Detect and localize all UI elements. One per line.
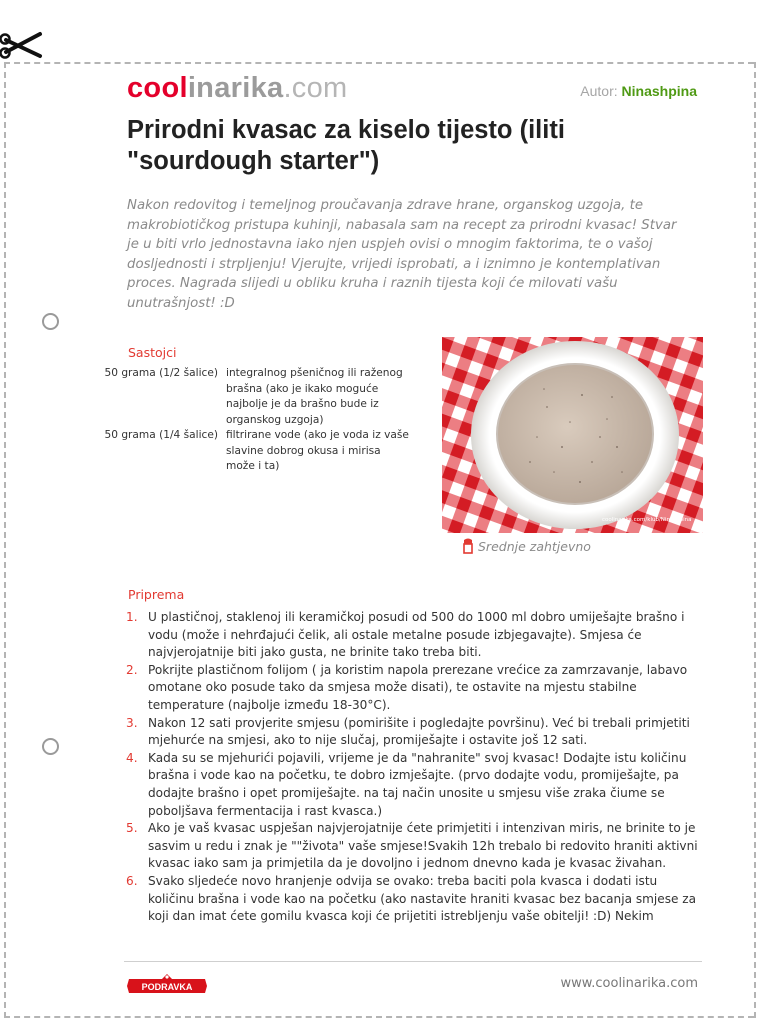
step-text: Nakon 12 sati provjerite smjesu (pomirišite i pogledajte površinu). Već bi trebali primjetiti mjehurće na smjesi, ako to nije slučaj, promiješajte i ostavite još 12 sati. [148, 715, 690, 748]
recipe-title: Prirodni kvasac za kiselo tijesto (iliti "sourdough starter") [127, 116, 565, 175]
ingredient-row [96, 366, 416, 428]
preparation-step [126, 750, 702, 820]
difficulty-label: Srednje zahtjevno [478, 539, 591, 554]
step-text: Pokrijte plastičnom folijom ( ja koristim napola prerezane vrećice za zamrzavanje, labavo omotane oko posude tako da smjesa može disati), te ostavite na mjestu stabilne temperature (najbolje između 18-30°C). [148, 662, 688, 712]
preparation-step [126, 715, 702, 750]
preparation-heading: Priprema [128, 587, 185, 602]
step-number: 6. [126, 873, 138, 888]
difficulty-indicator [462, 538, 591, 555]
coolinarika-logo[interactable]: coolinarika.com [127, 72, 348, 104]
step-number: 3. [126, 715, 138, 730]
step-number: 2. [126, 662, 138, 677]
ingredients-list [96, 366, 416, 475]
photo-watermark: coolinarika.com/klub/Ninashpina [602, 517, 692, 523]
author-line [580, 83, 697, 99]
author-label: Autor: [580, 83, 618, 99]
preparation-step [126, 662, 702, 715]
preparation-steps [126, 609, 702, 926]
binder-hole [42, 313, 59, 330]
chef-hat-icon [462, 538, 474, 555]
ingredient-quantity: 50 grama (1/2 šalice) [104, 367, 218, 379]
step-text: Svako sljedeće novo hranjenje odvija se ovako: treba baciti pola kvasca i dodati istu količinu brašna i vode kao na početku (ako nastavite hraniti kvasac bez bacanja smjese za koji dan imat ćete gomilu kvasca koji će prijetiti istrebljenju vaše obitelji! :D) Nekim [148, 873, 697, 924]
recipe-photo [442, 337, 703, 533]
ingredients-heading: Sastojci [128, 345, 177, 360]
footer-website-link[interactable]: www.coolinarika.com [560, 976, 698, 991]
podravka-logo [126, 973, 208, 999]
step-number: 1. [126, 610, 138, 624]
step-text: Ako je vaš kvasac uspješan najvjerojatnije ćete primjetiti i intenzivan miris, ne brinite to je sasvim u redu i znak je ""života" vaše smjese!Svakih 12h trebalo bi redovito hraniti aktivni kvasac iako sam ja primjetila da je dovoljno i jednom dnevno kada je kvasac živahan. [148, 821, 698, 871]
ingredient-description: filtrirane vode (ako je voda iz vaše slavine dobrog okusa i mirisa može i ta) [226, 429, 409, 472]
preparation-step [126, 609, 702, 662]
ingredient-quantity: 50 grama (1/4 šalice) [104, 429, 218, 441]
step-number: 4. [126, 750, 138, 765]
author-name[interactable]: Ninashpina [621, 83, 697, 99]
cut-out-dashed-border-right [754, 62, 756, 1018]
preparation-step [126, 873, 702, 926]
footer-divider [124, 961, 702, 962]
step-text: Kada su se mjehurići pojavili, vrijeme je da "nahranite" svoj kvasac! Dodajte istu količinu brašna i vode kao na početku, te dobro izmješajte. (prvo dodajte vodu, promiješajte, pa dodajte brašno i opet promiješajte. na taj način unosite u smjesu više zraka čiume se poboljšava fermentacija i rast kvasca.) [148, 750, 687, 818]
preparation-step [126, 820, 702, 873]
scissors-icon [0, 26, 44, 66]
binder-hole [42, 738, 59, 755]
recipe-intro: Nakon redovitog i temeljnog proučavanja zdrave hrane, organskog uzgoja, te makrobiotičkog pristupa kuhinji, nabasala sam na recept za prirodni kvasac! Stvar je u biti vrlo jednostavna iako njen uspjeh ovisi o mnogim faktorima, te o vašoj dosljednosti i strpljenju! Vjerujte, vrijedi isprobati, a i iznimno je kontemplativan proces. Nagrada slijedi u obliku kruha i raznih tijesta koji će milovati vašu unutrašnjost! :D [127, 198, 677, 311]
ingredient-description: integralnog pšeničnog ili raženog brašna (ako je ikako moguće najbolje je da brašno bude iz organskog uzgoja) [226, 367, 403, 426]
podravka-logo-text: PODRAVKA [141, 982, 193, 992]
ingredient-row [96, 428, 416, 475]
step-number: 5. [126, 821, 138, 836]
step-text: U plastičnoj, staklenoj ili keramičkoj posudi od 500 do 1000 ml dobro umiješajte brašno i vodu (može i nehrđajući čelik, ali ostale metalne posude izbjegavajte). Smjesa će najvjerojatnije biti jako gusta, ne brinite tako treba biti. [148, 610, 685, 660]
